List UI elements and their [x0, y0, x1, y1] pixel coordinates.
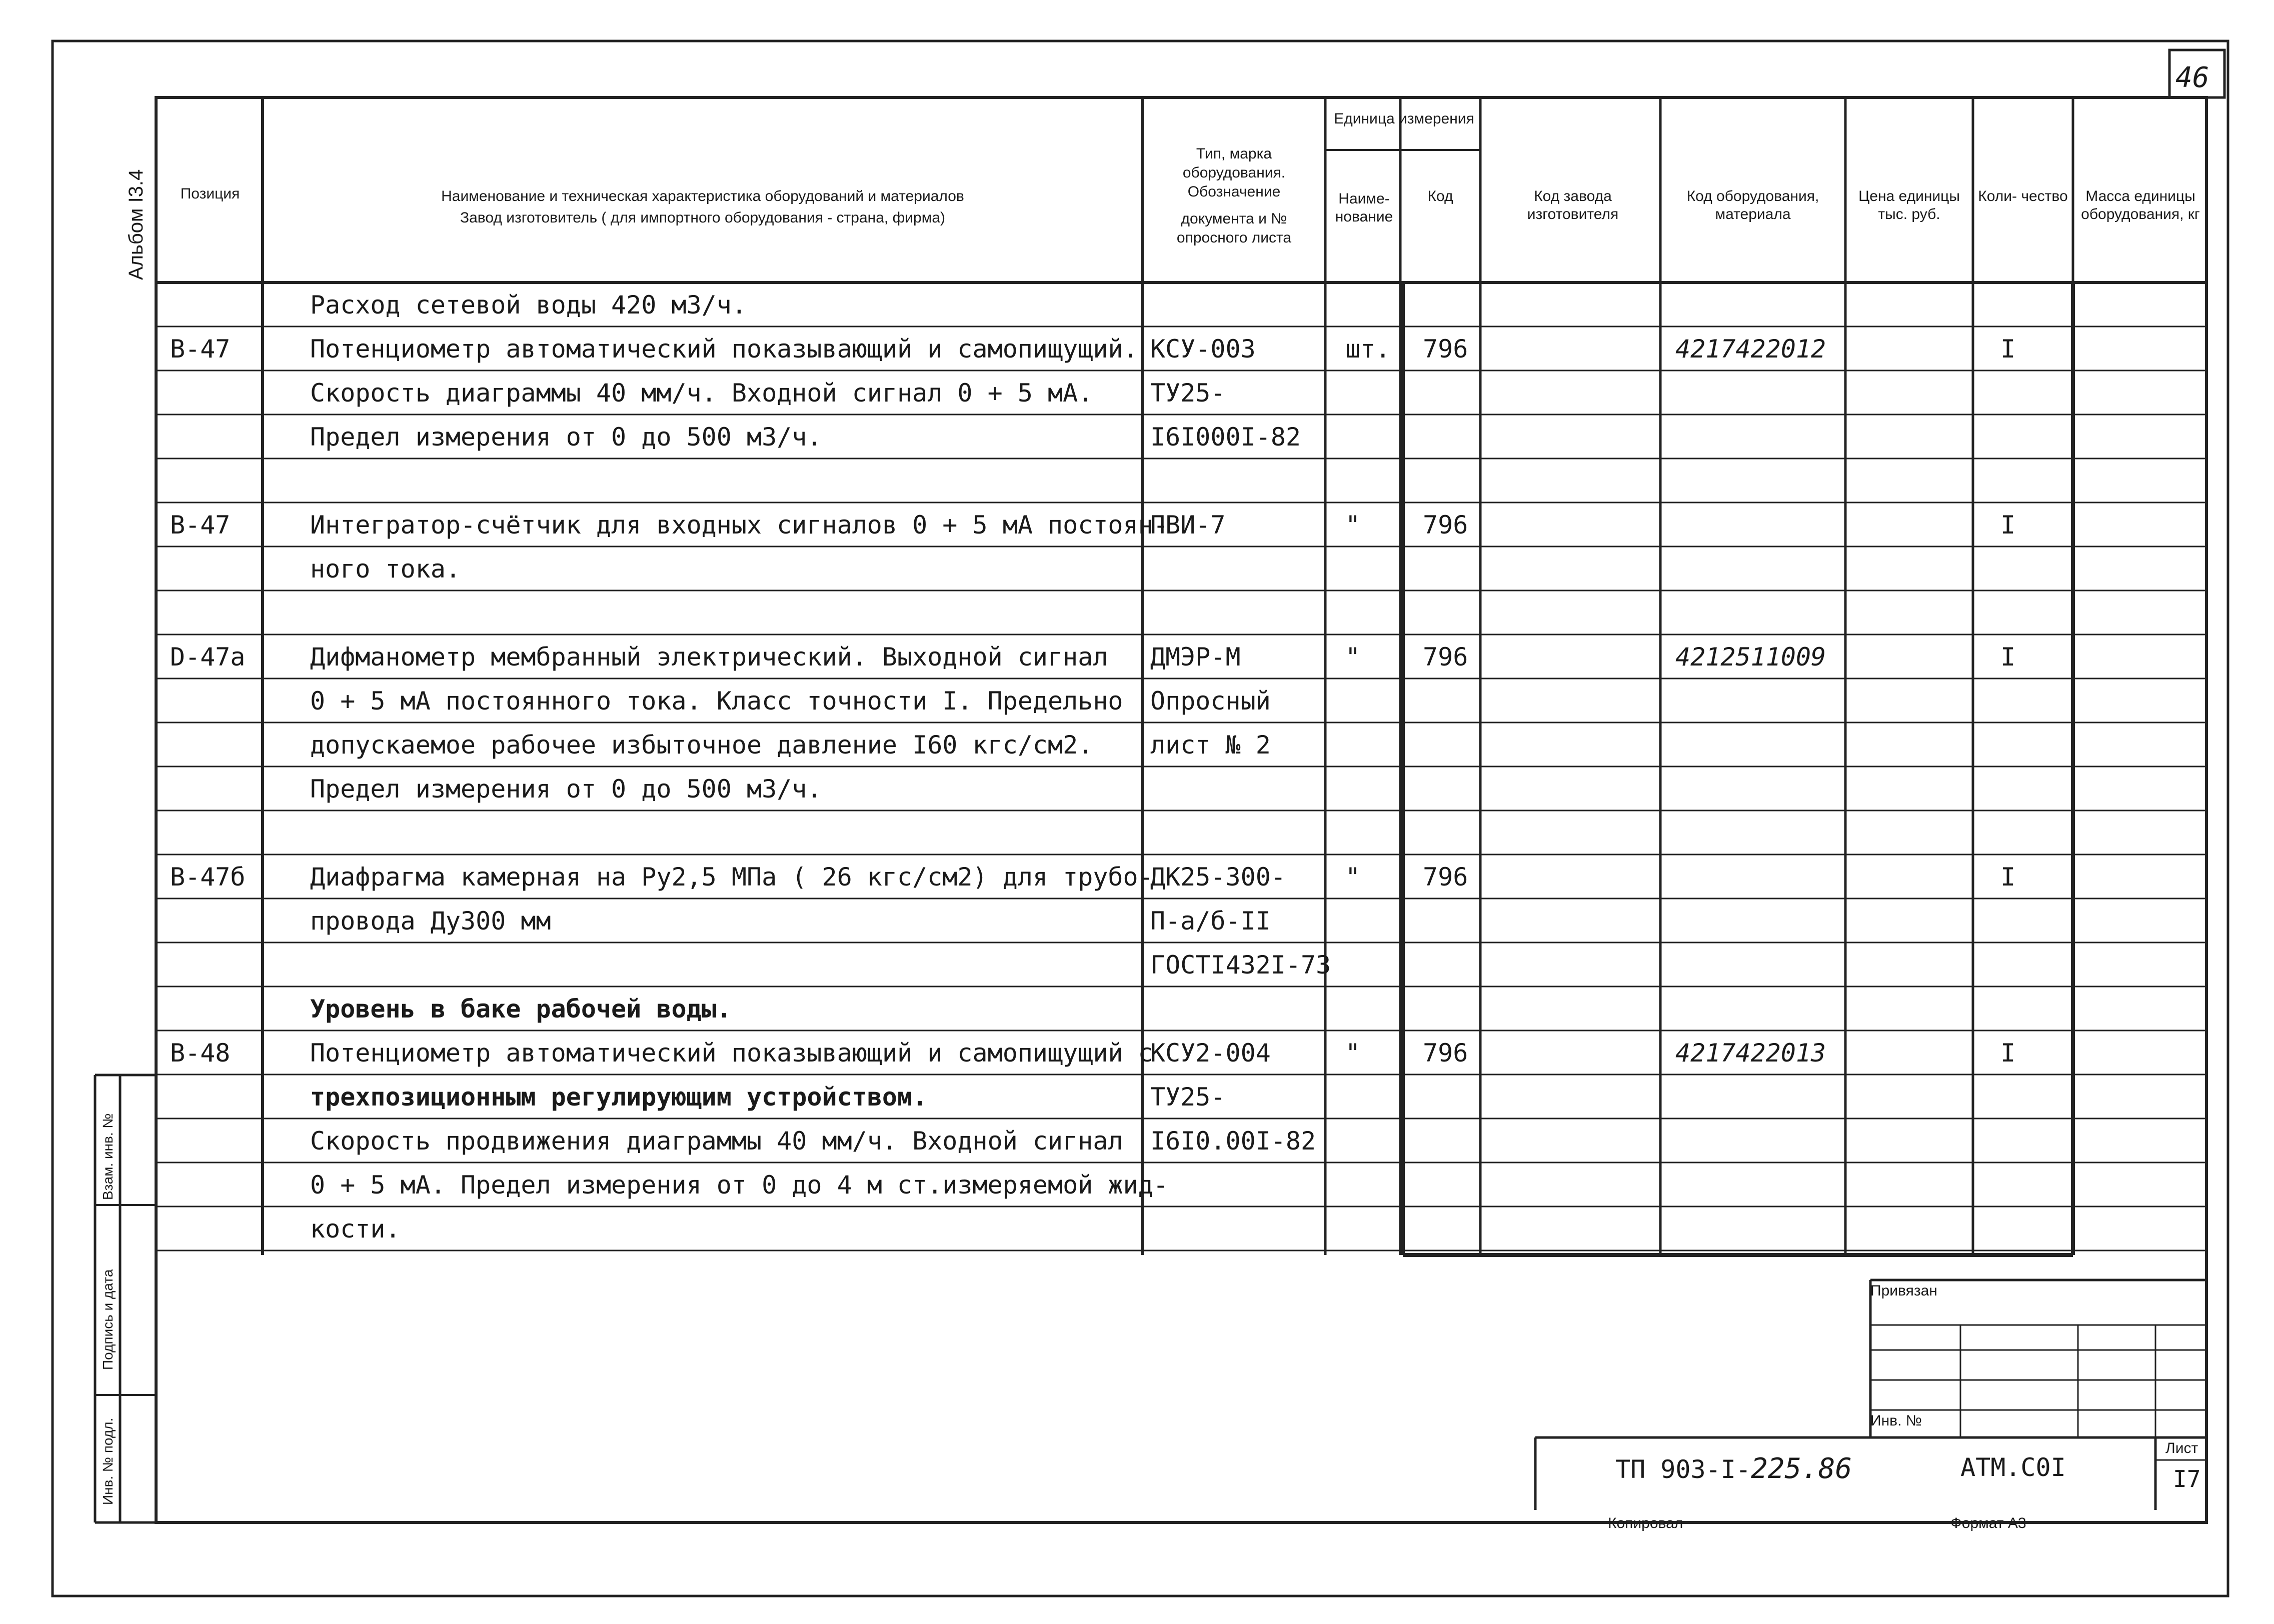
name-cell: Предел измерения от 0 до 500 м3/ч. [310, 774, 822, 804]
header-price: Цена единицы тыс. руб. [1858, 188, 1960, 222]
side-inv: Инв. № подл. [100, 1418, 116, 1505]
pos-cell: В-47 [170, 334, 231, 364]
name-cell: Расход сетевой воды 420 м3/ч. [310, 290, 747, 320]
stamp-list-no: I7 [2173, 1466, 2201, 1492]
code-cell: 796 [1423, 334, 1468, 364]
equip-cell: 4217422013 [1675, 1038, 1826, 1068]
code-cell: 796 [1423, 642, 1468, 672]
unit-cell: " [1345, 510, 1361, 540]
header-qty: Коли- чество [1978, 188, 2068, 204]
stamp-atm: АТМ.С0I [1960, 1453, 2066, 1482]
name-cell: кости. [310, 1214, 401, 1244]
qty-cell: I [2000, 334, 2016, 364]
type-cell: Опросный [1150, 686, 1271, 716]
name-cell: 0 + 5 мА. Предел измерения от 0 до 4 м ст.измеряемой жид- [310, 1170, 1168, 1200]
code-cell: 796 [1423, 862, 1468, 892]
header-unit-code: Код [1427, 188, 1453, 204]
name-cell: трехпозиционным регулирующим устройством. [310, 1082, 928, 1112]
stamp-format: Формат А3 [1950, 1515, 2026, 1532]
code-cell: 796 [1423, 1038, 1468, 1068]
stamp-inv-no: Инв. № [1870, 1412, 1922, 1429]
unit-cell: " [1345, 1038, 1361, 1068]
name-cell: ного тока. [310, 554, 461, 584]
header-type-4: документа и № [1181, 210, 1287, 227]
header-type-3: Обозначение [1187, 184, 1281, 200]
qty-cell: I [2000, 862, 2016, 892]
name-cell: провода Ду300 мм [310, 906, 551, 936]
type-cell: ГОСТI432I-73 [1150, 950, 1331, 980]
name-cell: Предел измерения от 0 до 500 м3/ч. [310, 422, 822, 452]
header-unit-name: Наиме- нование [1335, 190, 1393, 225]
type-cell: ПВИ-7 [1150, 510, 1226, 540]
header-name-2: Завод изготовитель ( для импортного оборудования - страна, фирма) [460, 210, 946, 226]
page-number: 46 [2175, 62, 2209, 94]
pos-cell: D-47а [170, 642, 246, 672]
name-cell: Дифманометр мембранный электрический. Выходной сигнал [310, 642, 1108, 672]
name-cell: Уровень в баке рабочей воды. [310, 994, 732, 1024]
stamp-kopiroval: Копировал [1608, 1515, 1683, 1532]
type-cell: I6I000I-82 [1150, 422, 1301, 452]
pos-cell: В-48 [170, 1038, 231, 1068]
header-type-2: оборудования. [1182, 164, 1286, 181]
side-podpis: Подпись и дата [100, 1269, 116, 1370]
qty-cell: I [2000, 642, 2016, 672]
header-type-1: Тип, марка [1196, 146, 1272, 162]
type-cell: ДК25-300- [1150, 862, 1286, 892]
name-cell: 0 + 5 мА постоянного тока. Класс точности I. Предельно [310, 686, 1123, 716]
name-cell: допускаемое рабочее избыточное давление I60 кгс/см2. [310, 730, 1093, 760]
unit-cell: " [1345, 862, 1361, 892]
type-cell: I6I0.00I-82 [1150, 1126, 1316, 1156]
side-vzam: Взам. инв. № [100, 1113, 116, 1200]
type-cell: ТУ25- [1150, 378, 1226, 408]
type-cell: ТУ25- [1150, 1082, 1226, 1112]
header-position: Позиция [180, 186, 240, 202]
header-type-5: опросного листа [1176, 230, 1292, 246]
type-cell: КСУ-003 [1150, 334, 1256, 364]
type-cell: КСУ2-004 [1150, 1038, 1271, 1068]
doc-code-prefix: ТП 903-I- [1615, 1455, 1751, 1484]
type-cell: ДМЭР-М [1150, 642, 1241, 672]
name-cell: Диафрагма камерная на Ру2,5 МПа ( 26 кгс/см2) для трубо- [310, 862, 1153, 892]
code-cell: 796 [1423, 510, 1468, 540]
pos-cell: В-47б [170, 862, 246, 892]
stamp-doc-code [1615, 1452, 1852, 1485]
unit-cell: шт. [1345, 334, 1391, 364]
name-cell: Потенциометр автоматический показывающий и самопищущий с [310, 1038, 1153, 1068]
album-label: Альбом I3.4 [125, 169, 147, 280]
equip-cell: 4217422012 [1675, 334, 1826, 364]
stamp-privyazan: Привязан [1870, 1282, 1937, 1299]
type-cell: лист № 2 [1150, 730, 1271, 760]
header-name-1: Наименование и техническая характеристика оборудований и материалов [441, 188, 964, 204]
name-cell: Скорость продвижения диаграммы 40 мм/ч. Входной сигнал [310, 1126, 1123, 1156]
unit-cell: " [1345, 642, 1361, 672]
header-mass: Масса единицы оборудования, кг [2081, 188, 2200, 222]
header-plant-code: Код завода изготовителя [1527, 188, 1619, 222]
name-cell: Интегратор-счётчик для входных сигналов 0 + 5 мА постоян- [310, 510, 1168, 540]
doc-code-hand: 225.86 [1750, 1452, 1852, 1485]
name-cell: Потенциометр автоматический показывающий и самопищущий. [310, 334, 1138, 364]
name-cell: Скорость диаграммы 40 мм/ч. Входной сигнал 0 + 5 мА. [310, 378, 1093, 408]
qty-cell: I [2000, 1038, 2016, 1068]
header-equip-code: Код оборудования, материала [1686, 188, 1819, 222]
pos-cell: В-47 [170, 510, 231, 540]
header-unit: Единица измерения [1334, 110, 1474, 127]
type-cell: П-а/б-II [1150, 906, 1271, 936]
outer-frame [53, 41, 2228, 1596]
equip-cell: 4212511009 [1675, 642, 1826, 672]
qty-cell: I [2000, 510, 2016, 540]
stamp-list-label: Лист [2165, 1440, 2198, 1456]
